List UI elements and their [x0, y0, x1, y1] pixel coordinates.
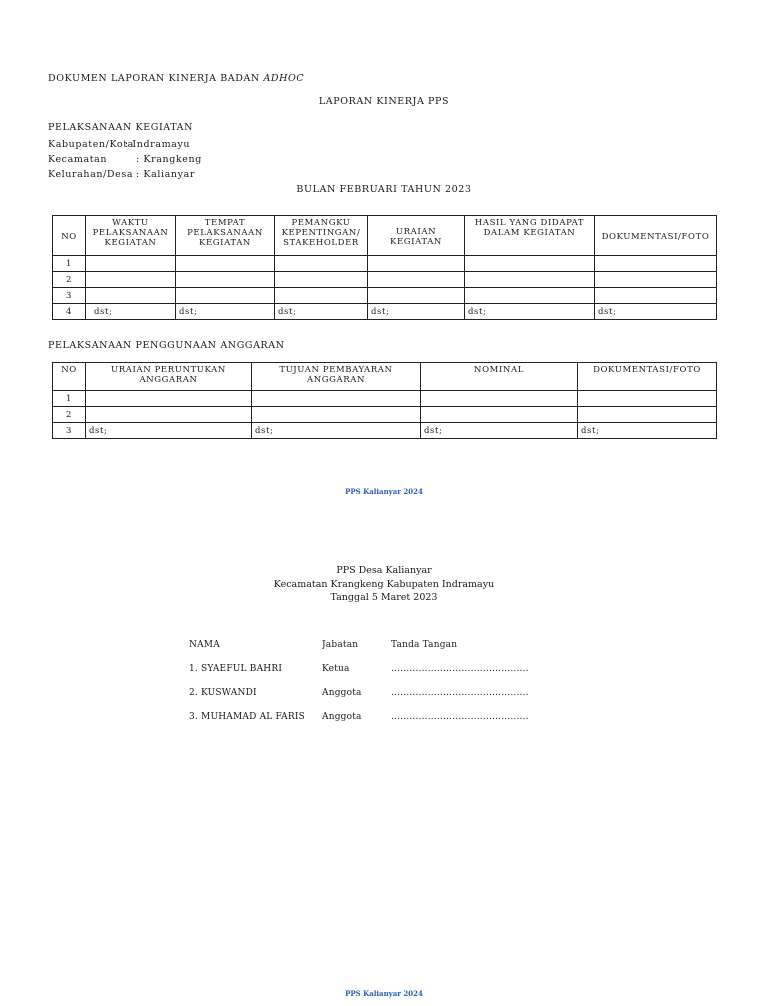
signature-location: Kecamatan Krangkeng Kabupaten Indramayu [273, 579, 495, 590]
section-heading-kegiatan: PELAKSANAAN KEGIATAN [48, 122, 194, 133]
cell [275, 256, 368, 272]
header-tempat: TEMPAT PELAKSANAAN KEGIATAN [176, 216, 275, 256]
header-hasil: HASIL YANG DIDAPAT DALAM KEGIATAN [465, 216, 595, 256]
header-uraian: URAIAN KEGIATAN [368, 216, 465, 256]
cell: dst; [275, 304, 368, 320]
row-no: 4 [53, 304, 86, 320]
row-no: 1 [53, 391, 86, 407]
report-title: LAPORAN KINERJA PPS [318, 96, 450, 107]
cell [421, 391, 578, 407]
signature-org: PPS Desa Kalianyar [336, 565, 432, 576]
signature-date: Tanggal 5 Maret 2023 [330, 592, 438, 603]
report-period: BULAN FEBRUARI TAHUN 2023 [296, 184, 472, 195]
budget-table [52, 362, 717, 439]
header-no: NO [53, 216, 86, 256]
kecamatan-value: : Krangkeng [136, 154, 202, 165]
cell [275, 288, 368, 304]
document-title-text: DOKUMEN LAPORAN KINERJA BADAN [48, 73, 260, 84]
kabupaten-value: : Indramayu [125, 139, 191, 150]
cell [86, 407, 252, 423]
row-no: 2 [53, 272, 86, 288]
member-role: Anggota [322, 688, 362, 698]
cell: dst; [176, 304, 275, 320]
header-tujuan-pembayaran: TUJUAN PEMBAYARAN ANGGARAN [252, 363, 421, 391]
cell [86, 272, 176, 288]
row-no: 1 [53, 256, 86, 272]
cell: dst; [252, 423, 421, 439]
cell [368, 288, 465, 304]
signature-row [189, 664, 589, 688]
table-row [53, 304, 717, 320]
row-no: 3 [53, 423, 86, 439]
cell [578, 391, 717, 407]
row-no: 3 [53, 288, 86, 304]
signature-line: ............................................. [391, 712, 529, 722]
cell [176, 272, 275, 288]
cell [578, 407, 717, 423]
header-dokumentasi: DOKUMENTASI/FOTO [578, 363, 717, 391]
signature-line: ............................................. [391, 664, 529, 674]
kecamatan-label: Kecamatan [48, 154, 108, 165]
document-title-emphasis: ADHOC [263, 73, 305, 84]
cell: dst; [595, 304, 717, 320]
col-role-label: Jabatan [322, 640, 359, 650]
cell [176, 256, 275, 272]
cell [252, 407, 421, 423]
signature-line: ............................................. [391, 688, 529, 698]
cell [368, 256, 465, 272]
cell [595, 256, 717, 272]
table-row [53, 423, 717, 439]
header-uraian-peruntukan: URAIAN PERUNTUKAN ANGGARAN [86, 363, 252, 391]
cell: dst; [86, 423, 252, 439]
header-pemangku: PEMANGKU KEPENTINGAN/ STAKEHOLDER [275, 216, 368, 256]
cell: dst; [465, 304, 595, 320]
budget-table-header [53, 363, 717, 391]
cell: dst; [368, 304, 465, 320]
table-row [53, 288, 717, 304]
member-name: 3. MUHAMAD AL FARIS [189, 712, 305, 722]
col-sign-label: Tanda Tangan [391, 640, 458, 650]
cell: dst; [86, 304, 176, 320]
cell [421, 407, 578, 423]
cell [176, 288, 275, 304]
header-waktu: WAKTU PELAKSANAAN KEGIATAN [86, 216, 176, 256]
header-no: NO [53, 363, 86, 391]
cell [465, 272, 595, 288]
table-row [53, 272, 717, 288]
document-title [48, 73, 304, 84]
member-role: Anggota [322, 712, 362, 722]
kabupaten-label: Kabupaten/Kota [48, 139, 134, 150]
cell [275, 272, 368, 288]
table-row [53, 391, 717, 407]
signature-header [189, 640, 589, 664]
section-heading-anggaran: PELAKSANAAN PENGGUNAAN ANGGARAN [48, 340, 285, 351]
col-name-label: NAMA [189, 640, 220, 650]
member-name: 2. KUSWANDI [189, 688, 257, 698]
cell [595, 272, 717, 288]
page-footer-mid: PPS Kalianyar 2024 [345, 487, 423, 496]
cell [465, 288, 595, 304]
activity-table [52, 215, 717, 320]
cell [86, 288, 176, 304]
cell: dst; [421, 423, 578, 439]
signature-row [189, 688, 589, 712]
cell [252, 391, 421, 407]
table-row [53, 407, 717, 423]
kelurahan-label: Kelurahan/Desa [48, 169, 134, 180]
kelurahan-value: : Kalianyar [136, 169, 196, 180]
member-name: 1. SYAEFUL BAHRI [189, 664, 283, 674]
cell [86, 256, 176, 272]
cell [368, 272, 465, 288]
cell [465, 256, 595, 272]
row-no: 2 [53, 407, 86, 423]
cell [595, 288, 717, 304]
signature-row [189, 712, 589, 736]
table-row [53, 256, 717, 272]
activity-table-header [53, 216, 717, 256]
cell: dst; [578, 423, 717, 439]
header-dokumentasi: DOKUMENTASI/FOTO [595, 216, 717, 256]
member-role: Ketua [322, 664, 350, 674]
cell [86, 391, 252, 407]
header-nominal: NOMINAL [421, 363, 578, 391]
signature-table [189, 640, 589, 736]
page-footer-bottom: PPS Kalianyar 2024 [345, 989, 423, 998]
